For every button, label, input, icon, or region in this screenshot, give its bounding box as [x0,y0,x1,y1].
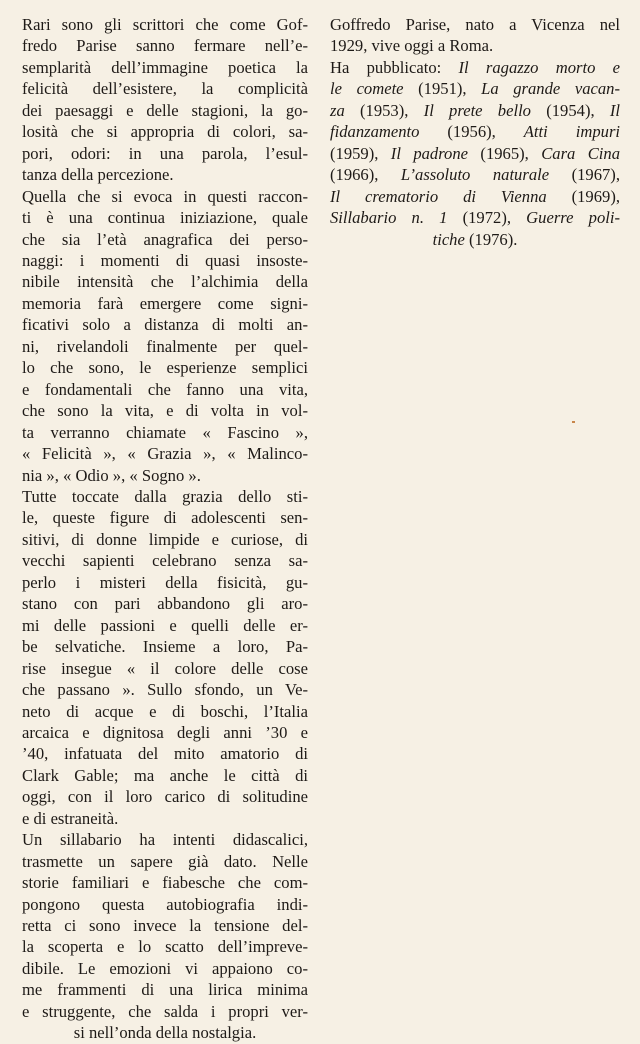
publications-line [330,143,620,164]
publications-line [330,164,620,185]
bio-line: 1929, vive oggi a Roma. [330,36,494,56]
book-title: Il [609,100,621,120]
text-line: retta ci sono invece la tensione del- [22,916,308,936]
text-line: e fondamentali che fanno una vita, [22,379,308,399]
text-line: me frammenti di una lirica minima [22,980,308,1000]
book-title: Sillabario n. 1 [330,208,448,228]
publication-text: (1959), [330,143,391,163]
publications-line [330,229,620,250]
publication-text: (1967), [549,165,620,185]
book-title: Il prete bello [423,100,531,120]
text-line: Clark Gable; ma anche le città di [22,765,308,785]
right-column-author-bio [330,14,620,250]
text-line: che sia l’età anagrafica dei perso- [22,229,308,249]
book-title: Guerre poli- [526,208,620,228]
text-line: ti è una continua iniziazione, quale [22,208,308,228]
text-line: trasmette un sapere già dato. Nelle [22,851,308,871]
text-line: semplarità dell’immagine poetica la [22,57,308,77]
text-line: nibile intensità che l’alchimia della [22,272,308,292]
text-line: perlo i misteri della fisicità, gu- [22,572,308,592]
text-line: pori, odori: in una parola, l’esul- [22,143,308,163]
text-line: sitivi, di donne limpide e curiose, di [22,529,308,549]
text-line: Rari sono gli scrittori che come Gof- [22,15,308,34]
publication-text: (1969), [546,186,620,206]
book-title: fidanzamento [330,122,420,142]
publication-text: (1966), [330,165,401,185]
book-title: L’assoluto naturale [400,165,550,185]
book-title: Atti impuri [523,122,621,142]
book-title: Cara Cina [541,143,621,163]
text-line: dibile. Le emozioni vi appaiono co- [22,958,308,978]
book-title: tiche [432,229,465,249]
text-line: e struggente, che salda i propri ver- [22,1001,308,1021]
text-line: fredo Parise sanno fermare nell’e- [22,36,308,56]
text-line: la scoperta e lo scatto dell’impreve- [22,937,308,957]
text-line: rise insegue « il colore delle cose [22,658,308,678]
publication-text: (1954), [530,100,610,120]
text-line: ’40, infatuata del mito amatorio di [22,744,308,764]
text-line: ta verranno chiamate « Fascino », [22,422,308,442]
text-line: felicità dell’esistere, la complicità [22,79,308,99]
publications-line [330,100,620,121]
text-line: che passano ». Sullo sfondo, un Ve- [22,680,308,700]
book-title: Il crematorio di Vienna [330,186,547,206]
publication-text: (1953), [344,100,424,120]
publication-text: (1956), [419,122,524,142]
publications-line [330,207,620,228]
text-line: memoria farà emergere come signi- [22,293,308,313]
book-title: Il ragazzo morto e [458,57,620,77]
publication-text: Ha pubblicato: [330,57,459,77]
publication-text: (1965), [468,143,542,163]
text-line: si nell’onda della nostalgia. [73,1023,257,1043]
text-line: dei paesaggi e delle stagioni, la go- [22,100,308,120]
text-line: Quella che si evoca in questi raccon- [22,186,308,206]
text-line: nia », « Odio », « Sogno ». [22,465,201,485]
publications-line [330,186,620,207]
text-line: tanza della percezione. [22,165,174,185]
publication-text: (1972), [447,208,527,228]
text-line: neto di acque e di boschi, l’Italia [22,701,308,721]
left-column-blurb [22,14,308,1044]
bio-line: Goffredo Parise, nato a Vicenza nel [330,15,620,34]
text-line: « Felicità », « Grazia », « Malinco- [22,444,308,464]
publication-text: (1951), [403,79,482,99]
text-line: naggi: i momenti di quasi insoste- [22,250,308,270]
publications-line [330,121,620,142]
text-line: pongono questa autobiografia indi- [22,894,308,914]
text-line: oggi, con il loro carico di solitudine [22,787,308,807]
text-line: arcaica e dignitosa degli anni ’30 e [22,722,308,742]
book-title: Il padrone [390,143,469,163]
text-line: lo che sono, le esperienze semplici [22,358,308,378]
paper-speck [572,421,575,423]
publication-text: (1976). [464,229,518,249]
text-line: le, queste figure di adolescenti sen- [22,508,308,528]
text-line: ni, rivelandoli finalmente per quel- [22,336,308,356]
book-title: le comete [330,79,404,99]
text-line: storie familiari e fiabesche che com- [22,873,308,893]
text-line: Un sillabario ha intenti didascalici, [22,830,308,850]
text-line: vecchi sapienti celebrano senza sa- [22,551,308,571]
text-line: e di estraneità. [22,808,119,828]
text-line: losità che si appropria di colori, sa- [22,122,308,142]
book-title: za [330,100,345,120]
text-line: Tutte toccate dalla grazia dello sti- [22,486,308,506]
text-line: be selvatiche. Insieme a loro, Pa- [22,637,308,657]
text-line: che sono la vita, e di volta in vol- [22,401,308,421]
text-line: stano con pari abbandono gli aro- [22,594,308,614]
publications-line [330,57,620,78]
text-line: ficativi solo a distanza di molti an- [22,315,308,335]
book-title: La grande vacan- [481,79,621,99]
publications-line [330,78,620,99]
text-line: mi delle passioni e quelli delle er- [22,615,308,635]
